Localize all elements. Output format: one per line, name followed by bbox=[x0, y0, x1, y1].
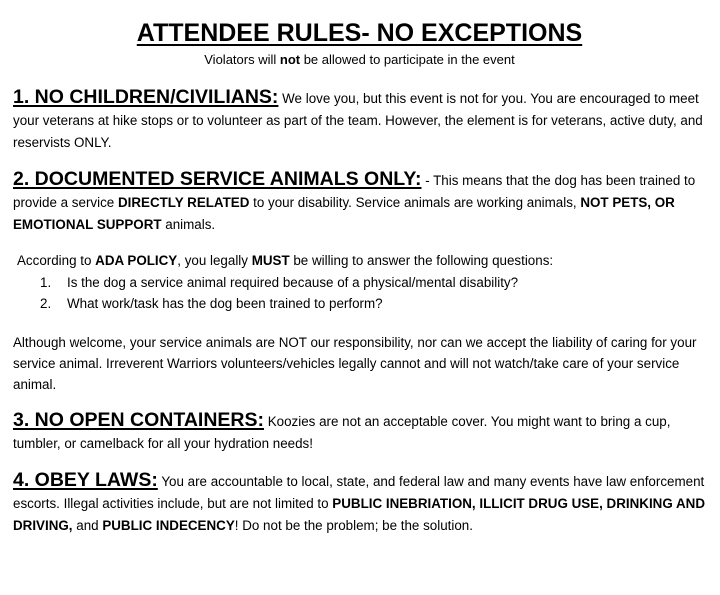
list-item bbox=[40, 272, 706, 293]
rule-service-animals-text-3: animals. bbox=[161, 217, 216, 232]
rule-no-children bbox=[13, 86, 706, 154]
page-title: ATTENDEE RULES- NO EXCEPTIONS bbox=[136, 19, 583, 47]
ada-text-3: be willing to answer the following questions: bbox=[289, 253, 554, 268]
rule-obey-laws-text-2: and bbox=[72, 518, 103, 533]
ada-policy-paragraph bbox=[13, 250, 706, 272]
rule-no-open-containers-text: Koozies are not an acceptable cover. You might want to bring a cup, tumbler, or camelback for all your hydration needs! bbox=[13, 414, 671, 451]
rule-service-animals-text-1: - This means that the dog has been trained to provide a service bbox=[13, 173, 696, 210]
rule-obey-laws-heading: 4. OBEY LAWS: bbox=[13, 469, 158, 491]
rule-service-animals-heading: 2. DOCUMENTED SERVICE ANIMALS ONLY: bbox=[13, 168, 422, 190]
rule-obey-laws-text-3: ! Do not be the problem; be the solution. bbox=[234, 518, 473, 533]
subtitle bbox=[13, 51, 706, 69]
list-item bbox=[40, 293, 706, 314]
rule-no-children-heading: 1. NO CHILDREN/CIVILIANS: bbox=[13, 86, 279, 108]
rule-obey-laws-emphasis-2: PUBLIC INDECENCY bbox=[102, 518, 235, 533]
rule-no-open-containers-heading: 3. NO OPEN CONTAINERS: bbox=[13, 409, 264, 431]
subtitle-text-before: Violators will bbox=[204, 52, 280, 67]
ada-text-1: According to bbox=[17, 253, 96, 268]
list-item-text: What work/task has the dog been trained to perform? bbox=[67, 296, 383, 311]
list-item-number: 2. bbox=[40, 296, 52, 311]
rule-service-animals-emphasis-2: NOT PETS, OR EMOTIONAL SUPPORT bbox=[13, 195, 675, 232]
list-item-text: Is the dog a service animal required because of a physical/mental disability? bbox=[67, 275, 519, 290]
rule-service-animals bbox=[13, 168, 706, 236]
ada-questions-list bbox=[13, 272, 706, 314]
rule-obey-laws-emphasis-1: PUBLIC INEBRIATION, ILLICIT DRUG USE, DRINKING AND DRIVING, bbox=[13, 496, 705, 533]
rule-service-animals-text-2: to your disability. Service animals are working animals, bbox=[249, 195, 581, 210]
list-item-number: 1. bbox=[40, 275, 52, 290]
subtitle-emphasis: not bbox=[279, 52, 301, 67]
rule-no-open-containers bbox=[13, 409, 706, 455]
responsibility-paragraph: Although welcome, your service animals are NOT our responsibility, nor can we accept the liability of caring for your service animal. Irreverent Warriors volunteers/vehicles legally cannot and will not watch/take care of your service animal. bbox=[13, 335, 697, 392]
subtitle-text-after: be allowed to participate in the event bbox=[300, 52, 515, 67]
ada-emphasis-2: MUST bbox=[251, 253, 290, 268]
rule-service-animals-emphasis-1: DIRECTLY RELATED bbox=[117, 195, 250, 210]
ada-text-2: , you legally bbox=[177, 253, 252, 268]
rule-obey-laws bbox=[13, 469, 706, 537]
rule-obey-laws-text-1: You are accountable to local, state, and federal law and many events have law enforcement escorts. Illegal activities include, but are not limited to bbox=[13, 474, 705, 511]
rule-no-children-text: We love you, but this event is not for you. You are encouraged to meet your veterans at hike stops or to volunteer as part of the team. However, the element is for veterans, active duty, and reservists ONLY. bbox=[13, 91, 703, 150]
ada-emphasis-1: ADA POLICY bbox=[95, 253, 178, 268]
